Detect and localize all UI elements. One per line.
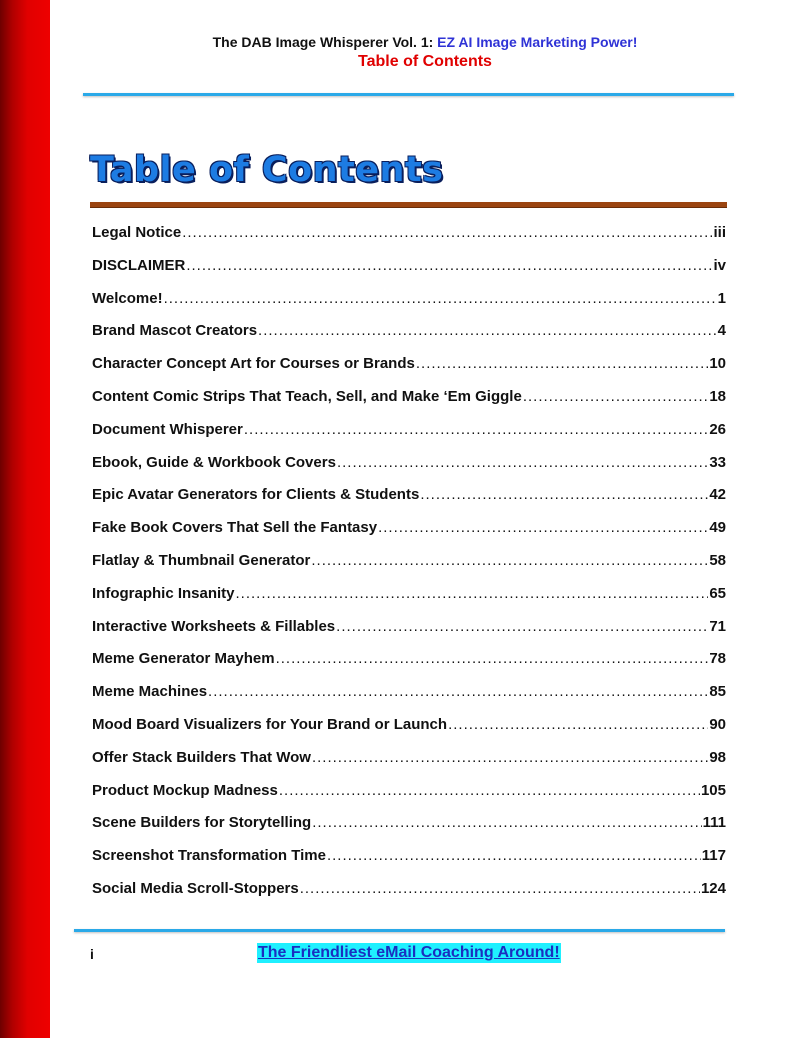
toc-entry[interactable] (92, 388, 726, 421)
toc-entry[interactable] (92, 421, 726, 454)
toc-entry[interactable] (92, 683, 726, 716)
toc-list (92, 224, 726, 913)
footer-coaching-link[interactable]: The Friendliest eMail Coaching Around! (258, 944, 560, 961)
toc-entry-page: 117 (701, 847, 726, 865)
toc-dot-leader (300, 880, 700, 897)
toc-entry-label: Content Comic Strips That Teach, Sell, and Make ‘Em Giggle (92, 387, 522, 405)
toc-dot-leader (311, 552, 708, 569)
toc-entry[interactable] (92, 650, 726, 683)
toc-dot-leader (336, 618, 708, 635)
toc-entry-page: 90 (709, 715, 726, 733)
toc-entry-label: Screenshot Transformation Time (92, 847, 326, 865)
toc-dot-leader (448, 716, 708, 733)
toc-entry-page: 10 (709, 355, 726, 373)
toc-entry-page: 124 (700, 879, 726, 897)
toc-entry-label: Mood Board Visualizers for Your Brand or Launch (92, 715, 448, 733)
toc-dot-leader (244, 421, 708, 438)
toc-entry-page: 49 (709, 519, 726, 537)
footer-divider (74, 929, 725, 932)
toc-entry-label: Epic Avatar Generators for Clients & Students (92, 486, 420, 504)
toc-dot-leader (420, 486, 708, 503)
toc-entry-page: iv (713, 256, 726, 274)
toc-dot-leader (312, 749, 708, 766)
toc-entry-page: 105 (700, 781, 726, 799)
toc-entry-page: 98 (709, 748, 726, 766)
toc-entry-page: 26 (709, 420, 726, 438)
toc-entry-label: Social Media Scroll-Stoppers (92, 879, 299, 897)
toc-entry-label: Document Whisperer (92, 420, 243, 438)
toc-entry-label: Flatlay & Thumbnail Generator (92, 551, 311, 569)
toc-entry[interactable] (92, 355, 726, 388)
toc-entry[interactable] (92, 716, 726, 749)
header-subtitle: Table of Contents (358, 53, 492, 70)
toc-dot-leader (208, 683, 708, 700)
toc-entry-page: 42 (709, 486, 726, 504)
header-title-line (50, 34, 800, 50)
toc-entry-page: iii (713, 224, 726, 241)
toc-entry[interactable] (92, 486, 726, 519)
toc-dot-leader (312, 814, 701, 831)
toc-entry-label: DISCLAIMER (92, 256, 186, 274)
toc-entry[interactable] (92, 322, 726, 355)
toc-dot-leader (378, 519, 708, 536)
toc-entry[interactable] (92, 454, 726, 487)
toc-dot-leader (186, 257, 712, 274)
toc-entry-label: Offer Stack Builders That Wow (92, 748, 311, 766)
book-title: The DAB Image Whisperer Vol. 1: (212, 34, 434, 50)
toc-entry-label: Infographic Insanity (92, 584, 235, 602)
toc-dot-leader (337, 454, 708, 471)
toc-dot-leader (164, 290, 717, 307)
toc-entry-label: Scene Builders for Storytelling (92, 814, 312, 832)
header-divider (83, 93, 734, 96)
toc-entry-page: 111 (702, 814, 726, 832)
toc-dot-leader (236, 585, 709, 602)
book-tagline: EZ AI Image Marketing Power! (437, 34, 638, 50)
toc-entry-label: Ebook, Guide & Workbook Covers (92, 453, 336, 471)
toc-entry-label: Meme Generator Mayhem (92, 650, 275, 668)
toc-entry[interactable] (92, 290, 726, 323)
toc-entry-page: 58 (709, 551, 726, 569)
toc-dot-leader (279, 782, 700, 799)
toc-entry[interactable] (92, 749, 726, 782)
toc-entry-page: 1 (717, 289, 726, 307)
toc-entry-page: 85 (709, 683, 726, 701)
toc-entry-page: 78 (709, 650, 726, 668)
toc-entry-label: Meme Machines (92, 683, 208, 701)
page-header (50, 34, 800, 71)
toc-entry[interactable] (92, 814, 726, 847)
title-divider (90, 202, 727, 208)
toc-entry[interactable] (92, 618, 726, 651)
toc-entry-page: 18 (709, 387, 726, 405)
toc-entry[interactable] (92, 257, 726, 290)
toc-entry[interactable] (92, 552, 726, 585)
toc-entry-page: 33 (709, 453, 726, 471)
toc-dot-leader (416, 355, 708, 372)
toc-entry-page: 65 (709, 584, 726, 602)
toc-entry-page: 4 (717, 322, 726, 340)
toc-entry[interactable] (92, 782, 726, 815)
toc-dot-leader (258, 322, 717, 339)
toc-entry[interactable] (92, 880, 726, 913)
footer-page-number: i (90, 946, 94, 962)
toc-entry-label: Legal Notice (92, 224, 182, 241)
toc-dot-leader (523, 388, 709, 405)
toc-entry[interactable] (92, 585, 726, 618)
toc-entry-label: Welcome! (92, 289, 163, 307)
toc-dot-leader (182, 224, 712, 241)
toc-entry[interactable] (92, 519, 726, 552)
toc-entry-page: 71 (709, 617, 726, 635)
toc-dot-leader (276, 650, 709, 667)
toc-entry-label: Brand Mascot Creators (92, 322, 258, 340)
red-side-bar (0, 0, 50, 1038)
toc-entry[interactable] (92, 847, 726, 880)
page-title: Table of Contents (90, 150, 444, 190)
toc-dot-leader (327, 847, 701, 864)
toc-entry[interactable] (92, 224, 726, 257)
toc-entry-label: Product Mockup Madness (92, 781, 278, 799)
toc-entry-label: Character Concept Art for Courses or Brands (92, 355, 415, 373)
toc-entry-label: Interactive Worksheets & Fillables (92, 617, 336, 635)
toc-entry-label: Fake Book Covers That Sell the Fantasy (92, 519, 378, 537)
